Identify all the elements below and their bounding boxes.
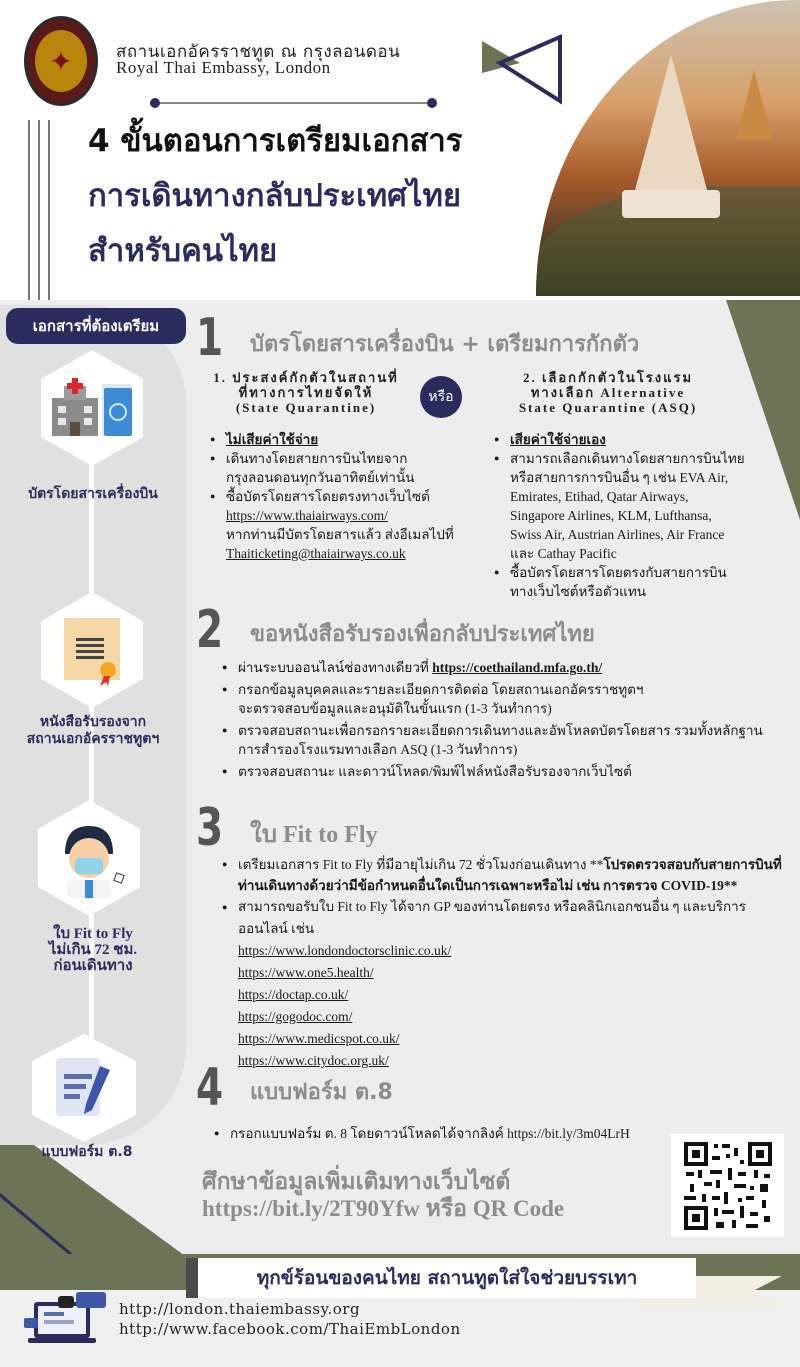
certificate-icon [60,614,124,686]
more-info: ศึกษาข้อมูลเพิ่มเติมทางเว็บไซต์ https://bit.ly/2T90Yfw หรือ QR Code [202,1169,565,1221]
step-title: แบบฟอร์ม ต.8 [250,1080,393,1105]
more-info-link[interactable]: https://bit.ly/2T90Yfw หรือ QR Code [202,1196,565,1221]
step-title: ขอหนังสือรับรองเพื่อกลับประเทศไทย [250,622,595,647]
thaiairways-email-link[interactable]: Thaiticketing@thaiairways.co.uk [226,546,406,561]
sidebar-item-label: แบบฟอร์ม ต.8 [41,1144,133,1160]
list-item: ● ไม่เสียค่าใช้จ่าย [210,430,480,449]
asq-list [494,430,764,601]
step-title: ใบ Fit to Fly [250,822,378,848]
doctor-icon [49,818,129,898]
form-edit-icon [52,1056,116,1120]
divider-dot-right [427,98,437,108]
clinic-link[interactable]: https://www.londondoctorsclinic.co.uk/ [238,943,452,958]
list-item: ● ผ่านระบบออนไลน์ช่องทางเดียวที่ https://coethailand.mfa.go.th/ [222,658,782,677]
divider-dot-left [150,98,160,108]
qr-code-icon [682,1140,774,1232]
clinic-link[interactable]: https://www.citydoc.org.uk/ [238,1053,389,1068]
list-item: ● ตรวจสอบสถานะเพื่อกรอกรายละเอียดการเดินทางและอัพโหลดบัตรโดยสาร รวมทั้งหลักฐาน การสำรองโรงแรมทางเลือก ASQ (1-3 วันทำการ) [222,721,782,759]
list-item: ● ซื้อบัตรโดยสารโดยตรงทางเว็บไซต์ https://www.thaiairways.com/ หากท่านมีบัตรโดยสารแล้ว ส่งอีเมลไปที่ Thaiticketing@thaiairways.co.uk [210,487,480,563]
page-title-line-3: สำหรับคนไทย [88,233,278,269]
step-number: 1 [196,308,224,368]
step-number: 2 [196,600,224,660]
clinic-link[interactable]: https://gogodoc.com/ [238,1009,353,1024]
list-item: ● เตรียมเอกสาร Fit to Fly ที่มีอายุไม่เกิน 72 ชั่วโมงก่อนเดินทาง **โปรดตรวจสอบกับสายการบินที่ ท่านเดินทางด้วยว่ามีข้อกำหนดอื่นใดเป็นการเฉพาะหรือไม่ เช่น การตรวจ COVID-19** [222,854,794,896]
clinic-link[interactable]: https://www.one5.health/ [238,965,374,980]
clinic-link[interactable]: https://doctap.co.uk/ [238,987,349,1002]
decorative-divider [150,102,435,104]
hospital-and-passport-icon [46,376,138,440]
list-item: ● เดินทางโดยสายการบินไทยจาก กรุงลอนดอนทุกวันอาทิตย์เท่านั้น [210,449,480,487]
embassy-name-thai: สถานเอกอัครราชทูต ณ กรุงลอนดอน [116,42,401,62]
qr-code[interactable] [671,1134,784,1237]
step4-list [214,1124,664,1143]
computer-chat-icon [24,1290,110,1346]
step-number: 3 [196,798,224,858]
page-title-line-2: การเดินทางกลับประเทศไทย [88,178,462,214]
thaiairways-link[interactable]: https://www.thaiairways.com/ [226,508,388,523]
embassy-website-link[interactable]: http://london.thaiembassy.org [119,1300,361,1318]
sidebar-item-label: หนังสือรับรองจาก สถานเอกอัครราชทูตฯ [26,714,160,747]
sidebar-item-label: ใบ Fit to Fly ไม่เกิน 72 ชม. ก่อนเดินทาง [48,926,138,974]
list-item: ● สามารถเลือกเดินทางโดยสายการบินไทย หรือสายการการบินอื่น ๆ เช่น EVA Air, Emirates, Etihad, Qatar Airways, Singapore Airlines, KLM, Lufthansa, Swiss Air, Austrian Airlines, Air France และ Cathay Pacific [494,449,764,563]
list-item: ● สามารถขอรับใบ Fit to Fly ได้จาก GP ของท่านโดยตรง หรือคลินิกเอกชนอื่น ๆ และบริการออนไลน์ เช่น https://www.londondoctorsclinic.co.uk/ https://www.one5.health/ https://doctap.co.uk/ https://gogodoc.com/ https://www.medicspot.co.uk/ https://www.citydoc.org.uk/ [222,896,794,1072]
garuda-icon: ✦ [35,30,87,92]
sidebar-header: เอกสารที่ต้องเตรียม [6,308,186,344]
coe-thailand-link[interactable]: https://coethailand.mfa.go.th/ [432,660,603,675]
option-title-state-quarantine: 1. ประสงค์กักตัวในสถานที่ ที่ทางการไทยจัดให้ (State Quarantine) [213,370,399,415]
step-title: บัตรโดยสารเครื่องบิน + เตรียมการกักตัว [250,332,640,357]
facebook-link[interactable]: http://www.facebook.com/ThaiEmbLondon [119,1320,461,1338]
list-item: ● เสียค่าใช้จ่ายเอง [494,430,764,449]
triangle-decoration-icon [480,33,566,107]
step2-list [222,658,782,781]
step3-list [222,854,794,1072]
list-item: ● กรอกข้อมูลบุคคลและรายละเอียดการติดต่อ โดยสถานเอกอัครราชทูตฯ จะตรวจสอบข้อมูลและอนุมัติในขั้นแรก (1-3 วันทำการ) [222,680,782,718]
or-badge: หรือ [420,376,462,418]
state-quarantine-list [210,430,480,563]
step-number: 4 [196,1058,224,1118]
list-item: ● กรอกแบบฟอร์ม ต. 8 โดยดาวน์โหลดได้จากลิงค์ https://bit.ly/3m04LrH [214,1124,664,1143]
decorative-vertical-lines [28,120,52,300]
sidebar-item-label: บัตรโดยสารเครื่องบิน [28,486,158,502]
option-title-asq: 2. เลือกกักตัวในโรงแรม ทางเลือก Alternative State Quarantine (ASQ) [518,370,698,415]
footer-slogan: ทุกข์ร้อนของคนไทย สถานทูตใส่ใจช่วยบรรเทา [186,1258,696,1298]
list-item: ● ตรวจสอบสถานะ และดาวน์โหลด/พิมพ์ไฟล์หนังสือรับรองจากเว็บไซต์ [222,762,782,781]
clinic-link[interactable]: https://www.medicspot.co.uk/ [238,1031,400,1046]
page-title-line-1: 4 ขั้นตอนการเตรียมเอกสาร [88,123,463,159]
list-item: ● ซื้อบัตรโดยสารโดยตรงกับสายการบิน ทางเว็บไซต์หรือตัวแทน [494,563,764,601]
embassy-name-english: Royal Thai Embassy, London [116,58,331,77]
embassy-emblem-logo [24,16,98,106]
